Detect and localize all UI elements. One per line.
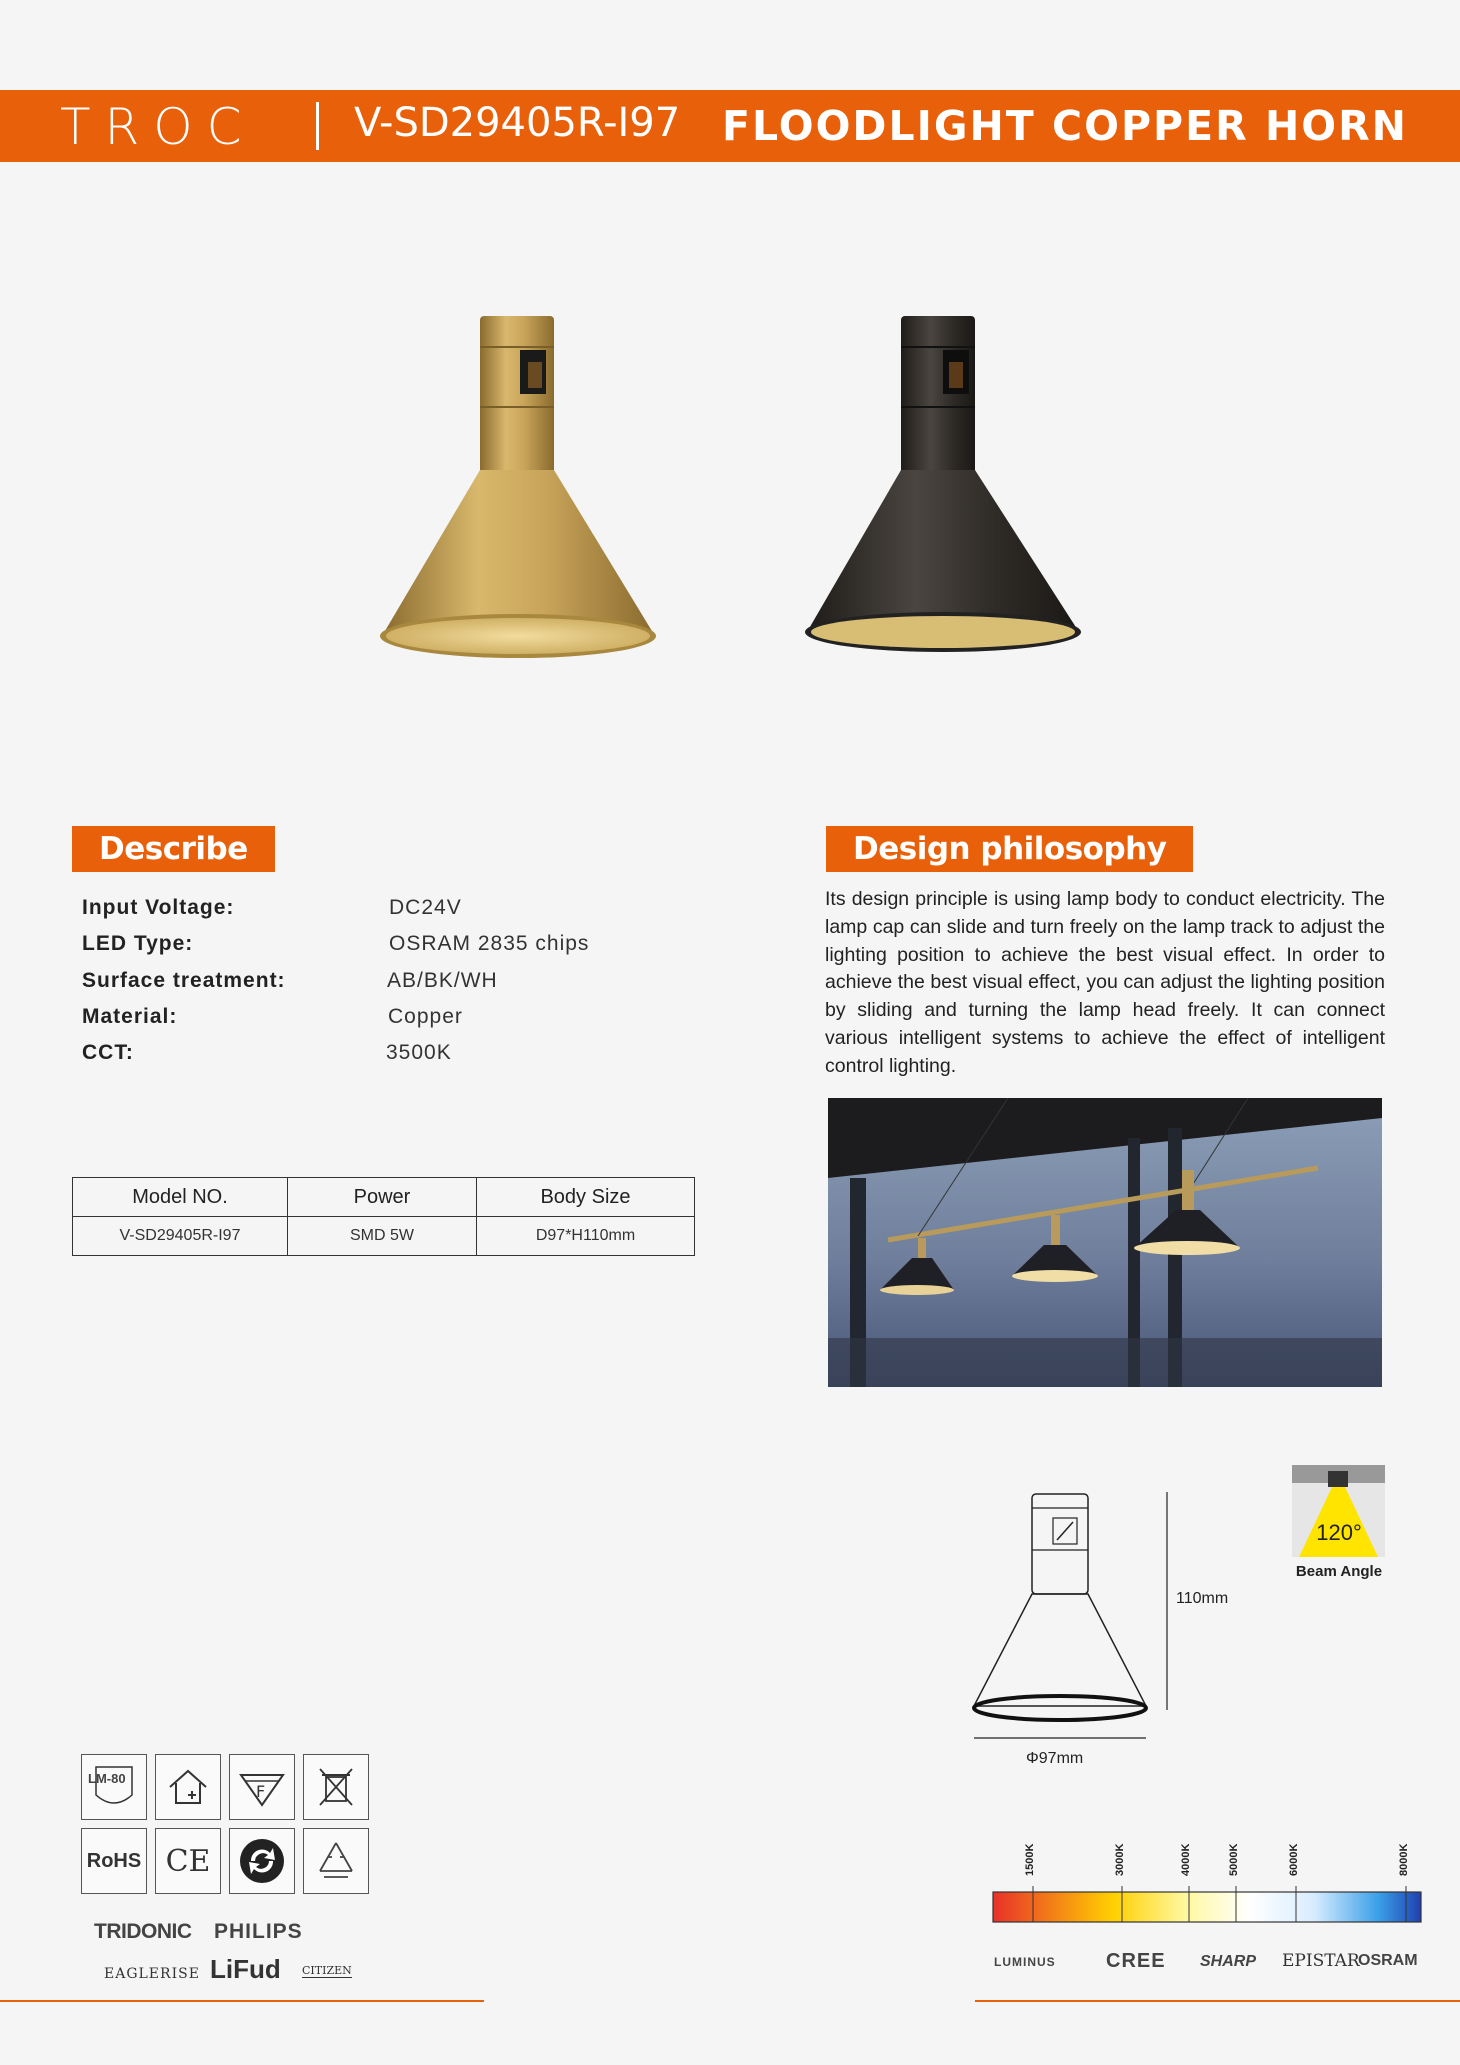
sharp-logo: SHARP	[1200, 1953, 1257, 1970]
spec-label: Material:	[82, 1005, 178, 1028]
ce-icon	[155, 1828, 221, 1894]
design-text: Its design principle is using lamp body to conduct electricity. The lamp cap can slide and turn freely on the lamp track to adjust the lighting position to achieve the best visual effect. In order to achieve the best visual effect, you can adjust the lighting position by sliding and turning the lamp head freely. It can connect various intelligent systems to achieve the effect of intelligent control lighting.	[825, 888, 1385, 1077]
osram-logo: OSRAM	[1358, 1952, 1418, 1969]
cct-tick-label: 8000K	[1398, 1843, 1410, 1876]
epistar-logo: EPISTAR	[1282, 1951, 1360, 1971]
luminus-logo: LUMINUS	[994, 1955, 1056, 1969]
rohs-label: RoHS	[86, 1849, 142, 1872]
cct-tick-label: 3000K	[1114, 1843, 1126, 1876]
f-mark-icon	[229, 1754, 295, 1820]
footer-line-left	[0, 2000, 484, 2002]
lm80-label: LM-80	[88, 1771, 126, 1786]
footer-line-right	[975, 2000, 1460, 2002]
lifud-logo: LiFud	[210, 1954, 281, 1984]
cct-color-bar	[992, 1886, 1422, 1930]
spec-label: LED Type:	[82, 932, 194, 955]
recycle-icon	[303, 1828, 369, 1894]
table-row	[73, 1217, 695, 1256]
rohs-icon	[81, 1828, 147, 1894]
cree-logo: CREE	[1106, 1950, 1166, 1972]
weee-bin-icon	[303, 1754, 369, 1820]
spec-value: OSRAM 2835 chips	[389, 932, 590, 955]
indoor-use-icon	[155, 1754, 221, 1820]
eaglerise-logo: EAGLERISE	[104, 1966, 200, 1982]
height-dimension: 110mm	[1176, 1590, 1229, 1607]
tridonic-logo: TRIDONIC	[94, 1920, 192, 1943]
cct-tick-label: 6000K	[1288, 1843, 1300, 1876]
model-number: V-SD29405R-I97	[354, 100, 681, 146]
brass-lamp-image	[370, 310, 670, 670]
black-lamp-image	[795, 310, 1095, 670]
spec-table	[72, 1177, 695, 1256]
svg-text:F: F	[256, 1782, 266, 1801]
spec-value: DC24V	[389, 896, 462, 919]
table-header-row	[73, 1178, 695, 1217]
lm80-icon	[81, 1754, 147, 1820]
cct-tick-label: 1500K	[1024, 1843, 1036, 1876]
spec-label: CCT:	[82, 1041, 134, 1064]
spec-label: Input Voltage:	[82, 896, 235, 919]
design-heading: Design philosophy	[826, 826, 1193, 872]
product-title: FLOODLIGHT COPPER HORN	[722, 102, 1408, 150]
beam-angle-value: 120°	[1316, 1520, 1362, 1545]
table-header: Power	[288, 1178, 477, 1217]
diameter-dimension: Φ97mm	[1026, 1750, 1084, 1767]
table-header: Body Size	[477, 1178, 695, 1217]
installation-photo	[828, 1098, 1382, 1387]
spec-value: 3500K	[386, 1041, 452, 1064]
beam-angle-label: Beam Angle	[1295, 1563, 1383, 1580]
spec-label: Surface treatment:	[82, 969, 286, 992]
cct-tick-label: 4000K	[1180, 1843, 1192, 1876]
citizen-logo: CITIZEN	[302, 1964, 352, 1977]
header-divider	[316, 102, 319, 150]
brand-logo: TROC	[60, 98, 256, 156]
table-cell: V-SD29405R-I97	[73, 1217, 288, 1256]
table-cell: D97*H110mm	[477, 1217, 695, 1256]
dimension-drawing	[960, 1488, 1200, 1758]
spec-value: Copper	[388, 1005, 463, 1028]
spec-value: AB/BK/WH	[387, 969, 498, 992]
green-dot-icon	[229, 1828, 295, 1894]
describe-heading: Describe	[72, 826, 275, 872]
table-cell: SMD 5W	[288, 1217, 477, 1256]
cct-tick-label: 5000K	[1228, 1843, 1240, 1876]
table-header: Model NO.	[73, 1178, 288, 1217]
ce-label: CE	[165, 1843, 211, 1879]
philips-logo: PHILIPS	[214, 1920, 303, 1943]
